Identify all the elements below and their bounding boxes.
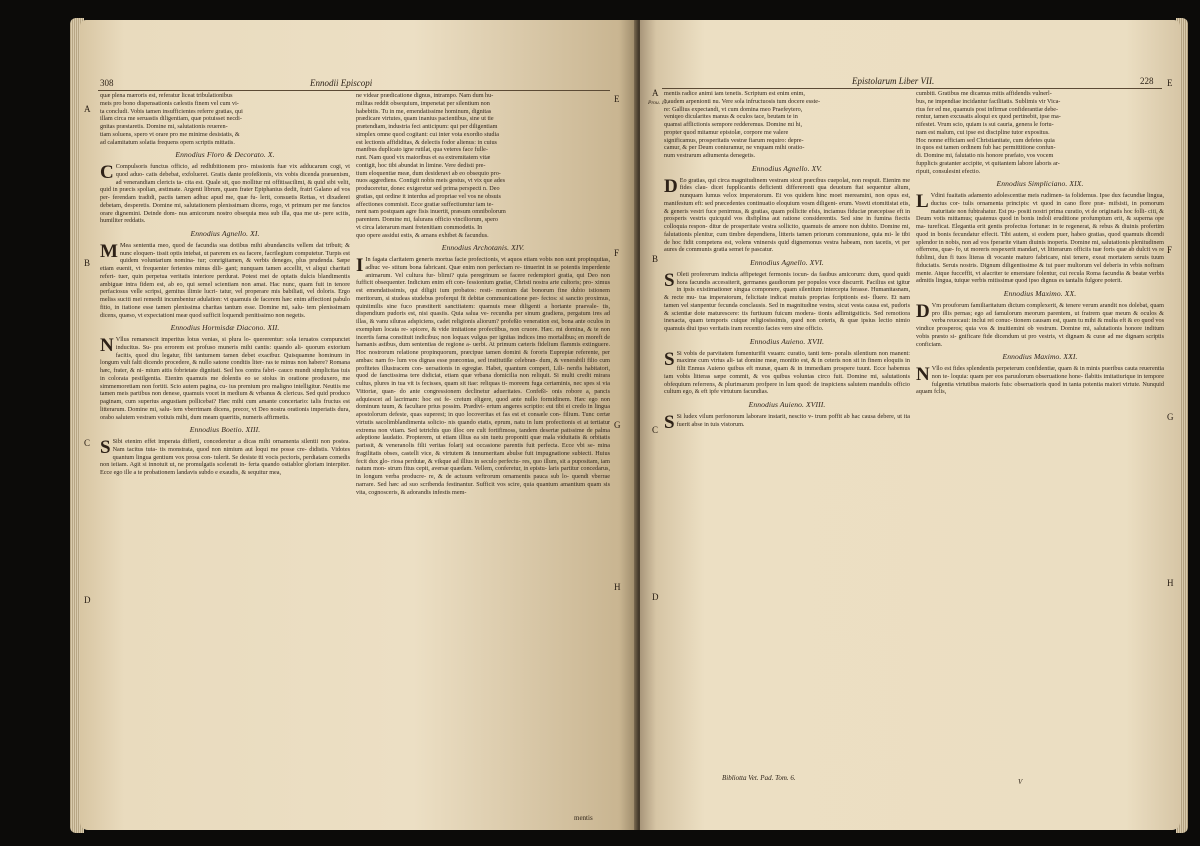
text-line: prætendiam, industria feci anticipum: qui per diligentiam bbox=[356, 123, 498, 130]
text-line: propter quod mitamur epistolæ, corpore me valere bbox=[664, 128, 789, 136]
text-line: nam est malum, cui ipse est discipline tutor expositus. bbox=[916, 128, 1050, 136]
margin-letter-f: F bbox=[1167, 245, 1173, 255]
margin-letter-e: E bbox=[1167, 78, 1173, 88]
left-column-2 bbox=[356, 92, 610, 808]
text-line: affectiones commisit. Ecce gratiæ suffectiumtur iam te- bbox=[356, 200, 494, 208]
text-line: ripuit, consulesint efectio. bbox=[916, 167, 981, 175]
drop-cap: S bbox=[664, 411, 675, 433]
letter-body bbox=[664, 271, 910, 333]
text-line: ne videar prædicatione dignus, intrampo. Nam dum hu- bbox=[356, 92, 494, 99]
right-head-rule bbox=[662, 88, 1162, 89]
letter-body bbox=[664, 350, 910, 397]
letter-heading: Ennodius Agnello. XVI. bbox=[750, 258, 824, 267]
drop-cap: N bbox=[916, 364, 930, 385]
letter-body bbox=[356, 256, 610, 496]
text-line: quæ plena mæroris est, referatur liceat tribulationibus bbox=[100, 92, 233, 99]
drop-cap: S bbox=[664, 269, 675, 291]
letter-heading: Ennodius Hormisdæ Diacono. XII. bbox=[170, 323, 280, 333]
text-line: Laudem arpenionti nu. Vere sola infructuosis tum docere esste- bbox=[664, 97, 821, 105]
letter-heading: Ennodius Maximo. XXI. bbox=[1002, 352, 1078, 362]
left-column-1 bbox=[100, 92, 350, 824]
margin-letter-f: F bbox=[614, 248, 620, 258]
letter-heading: Ennodius Agnello. XV. bbox=[751, 163, 823, 173]
margin-letter-b: B bbox=[652, 254, 659, 264]
letter-text: Compulsoris functus officio, ad redhibitionem pro- missionis fuæ vix adducarum cogi, vt quod aduo- catis debebat, exfolueret. Gratis dante profeßionis, vix vobis dicenda præuenism, ad venerandiam clericis ta- cita est. Quale sit, quo mollitur mi offitisacilimi, & quid sibi velit, quid in præcis spolian, æstimate. Argenti librum, quam frater Epiphanius dedit, fratri Galano ad vos per- ferendam tradidi, pactis tamen adhuc apud me, quæ fu- lerit, consuetis Rettas, vt dixaderei debetam, desperetis. Domine mi, salutationem plenissimam dicens, rogo, vt primum per me fanctos orare dignemini. Deinde dom- nus amicorum nostro obsequia mea sub illa, qua me ut- pere scitis, humiliter reddatis. bbox=[100, 163, 350, 225]
letter-text: Vdini fuaitatis adamento adolescentiæ meis rudimen- ta folidemus. Ipse dux facundiæ lingua, ductus cor- tulis ornamenta principis: vt quod in cano flore præ- mifsisti, in pomorum maturitate non fubtrahatur. Est pu- positi nostri prima curatio, vt de originatis hoc folli- citi, & Deum votis mittamus; quatenus quod in bonis indoli eruditione profumptum erit, & superna ope ma- tureficat. Elegantia erit gentis profectus fortunæ: in te regenerat, & rebus & diuinis profertim quod in bonis fecundatur effecit. Tibi autem, si eodem puer, habeo gratias, quod quamuis dicendi splendor in nobis, non ad vos fperarite vitam diuinis inoperis. Domine mi, salutationis plenitudinem offerrens, quæ- fo, ut moreris respexerit mandari, vt litterarum officiis tuæ foris quæ ab dulcit vs re fublimi, dun fi tuos literas di vocante maturo fabricare, nisi tenere, exeat mortatem seruis tuum fiduciatis. Seruis nostris. Dignum diligentissime & tui puer multorum vel deberis in vrbis noftram mente. Atque fucceffit, vt alacriter te emerstare folentur, cui recula Roma facundia & beatæ verbis admitis lingua, tuique verbis mitissimæ quod ipso dignus es tantalis fulgore poterit. bbox=[916, 192, 1164, 285]
letter-text: Sibi etenim effet imperata differti, concederetur a dicas mihi ornamenta silentii non postea. Nam tacitus tuta- tis monstrata, quod non nimium aut loqui me posse cre- didistis. Vidotes quantum lingua gentium vox prosa con- tulerit. Se desiste tti vocis pectoris, perdiatam comedis non ieiiam. Agit si innotuit ut, ne promulgatis scelerati in- ferta quando ostiablor gloriam interpiter. Ecce ego ille a te probationem landavis subdo e exaudis, & sequitur mea, bbox=[100, 438, 350, 476]
letter-heading: Ennodius Simpliciano. XIX. bbox=[996, 179, 1084, 189]
catchword: mentis bbox=[574, 814, 593, 822]
text-line: nuos aggrediens. Contigit nobis meis gestus, vt vix que ades bbox=[356, 177, 506, 185]
margin-note: Prou. 17. bbox=[648, 100, 669, 106]
left-page bbox=[80, 20, 636, 830]
margin-letter-g: G bbox=[614, 420, 621, 430]
letter-text: Mea sententia meo, quod de facundia sua dotibus mihi abundanciis vellem dat tribuit; & nunc eloquen- tissit optis intebat, ut parerem ex ea facere, facrilegium computetur. Turpis est quidem voluntarium nomina- tur; conrigitamen, & verbis deneges, plus prudenda. Sæpe etiam euenit, vt frequenter ferientes minus dili- gant; nunquam tamen accellit, vt aliqui charitati refert- tuer, quin perpetua veritatis interiore perdurat. Potest mei de optatis dulcis blandimentis ambiguæ intra fidem est, ab eo, qui semel scientiam non amat. Hac nunc, quam fuit in tenore perfaciosus velle scripsi, gemitus ilimie lucri- tatur, vel properare mis babiliati, vel doloris. Ergo meliss suciti mei remedii incumbentur adulation: vt quamuis de facerem hæc enim affectioni pabulo fitio, in itatione esse tamen plenissima charitas tantum esse. Domine mi, salu- tem plenissimam dicens, quæso, vt expectationi meæ quod sufficit loquendi penitissimo non negetis. bbox=[100, 241, 350, 319]
text-line: quamsi afflictionis sempore redderemus. Domine mi hi, bbox=[664, 121, 803, 128]
text-line: est lectionis affididitas, & delectis fodor alienus: in cuius bbox=[356, 138, 497, 146]
letter-body bbox=[664, 177, 910, 255]
letter-heading: Ennodius Agnello. XI. bbox=[190, 229, 260, 238]
right-col1-top-lines bbox=[664, 90, 910, 160]
drop-cap: N bbox=[100, 335, 114, 356]
text-line: quo opere assidui estis, & amans exhibet & facundus. bbox=[356, 231, 489, 239]
letter-text: Si ludex vilum perfonorum laborare instarit, nescito v- trum poffit ab hac causa debere, ut ita fuerit abse in tuis vistorum. bbox=[676, 412, 910, 428]
letter-body bbox=[664, 411, 910, 433]
text-line: ta concludi. Vobis tamen insufficientes referre gratias, qui bbox=[100, 107, 243, 115]
letter-heading: Ennodius Auieno. XVIII. bbox=[748, 400, 826, 409]
drop-cap: L bbox=[916, 191, 929, 212]
text-line: runt. Nam quod vix maioribus et ea extremitatem vitæ bbox=[356, 154, 491, 161]
letter-text: Oleti profererum indicia affipeteget fermonis iocun- da fasibus amicorum: dum, quod quidi hora facundis accessiterit, germanes gaudiorum per populos voce discurrit. Facilius est igitur in ipsis existimationer singua componere, quam silentium intercepta ferasse. Humanitasnam, & recte mu- tua imperatorum, felicitate indicat mutuis proprias fcriptionis est- fluere. Et nam tamen vel stanpentur fecunda conclausis. Sed in magnitudine vestra, sicut vesta causa est, pudoris & scientiæ dote maturescere: tis furtiuum fuicum modera- tionis adlimitgsiticis. Sed remotiora inexacta, quam temporis cuique religiosissimis, quod non ceteris, & quæ ipsius lectio nimio quamuis diui ipso veritatis iram recentio facies vero sine officio. bbox=[664, 270, 910, 332]
margin-letter-a: A bbox=[84, 104, 91, 114]
text-line: mentis radice animi iam tenetis. Scriptum est enim enim, bbox=[664, 90, 805, 97]
text-line: simplex omne quod cogitant: cui inter vota exordio studia bbox=[356, 130, 499, 138]
text-line: prædicare virtutes, quam inanius pacientibus, sine ut tie bbox=[356, 115, 494, 123]
right-column-1 bbox=[664, 90, 910, 770]
signature-mark: V bbox=[1018, 778, 1023, 786]
drop-cap: C bbox=[100, 162, 114, 183]
text-line: fupplicis gratanter accipite, vt quitantem labore laboris ar- bbox=[916, 159, 1060, 167]
right-page-number: 228 bbox=[1140, 76, 1154, 86]
letter-heading: Ennodius Boetio. XIII. bbox=[189, 425, 261, 435]
text-line: nifestet. Vrum scio, quiam is sui cauria, genera le fortu- bbox=[916, 121, 1054, 128]
left-page-number: 308 bbox=[100, 78, 114, 88]
letter-body bbox=[916, 302, 1164, 349]
letter-text: Eo gratias, qui circa magnitudinem vestram sicut præcibus cuepolat, non respuit. Etenim me fides clau- dicet fupplicantis deficienti differeronti qua deuotum ftat sequentur alium, nunquam lumus velox imperatorum. Et vos quidem hinc moet mereamini, non opus est, manifestum eft: sed præcedentes continuatio eloquium vosm diligent- erum. Vosvti etomitistat etis, & generis vestri fuce penirmus, & gratias, quam pollicite efsis, inciamus fiduciæ præcepisse eft in prosperis vestris quicquid vos disfiplina aut ratione considerentis. Sed sine in fumina fiectis colloquia respon- ditur de prosperitate vestra sollicito, quamuis de amore non dubito. Domine mi, falutationis plenitur, cum timbre dependiens, litteris tamen priorum communione, quia mi- le tibi de hoc fidit competens est, volens vninersis quid dignemonus vestra habeam, non tacetis, vt per aures de communis gratia semet fe pascatur. bbox=[664, 176, 910, 254]
text-line: in quos est tamen ordinem fub hac permittitione confun- bbox=[916, 144, 1056, 152]
margin-letter-b: B bbox=[84, 258, 91, 268]
margin-letter-g: G bbox=[1167, 412, 1174, 422]
letter-body bbox=[100, 336, 350, 421]
margin-letter-c: C bbox=[652, 425, 659, 435]
drop-cap: S bbox=[664, 348, 675, 370]
text-line: rius fer ed me, quamuis post infirmæ confiderantiæ debe- bbox=[916, 105, 1059, 113]
margin-letter-h: H bbox=[614, 582, 621, 592]
margin-letter-d: D bbox=[84, 595, 91, 605]
letter-heading: Ennodius Archotanis. XIV. bbox=[441, 243, 525, 253]
text-line: nent nam postquam agre fisis inuertit, præsum omnibolorum bbox=[356, 208, 506, 216]
text-line: ad calamitatum solatia frequens opem scriptis mittatis. bbox=[100, 138, 235, 146]
drop-cap: I bbox=[356, 255, 364, 276]
margin-letter-d: D bbox=[652, 592, 659, 602]
text-line: gnitas præstaretis. Domine mi, salutationis reueren- bbox=[100, 123, 228, 130]
text-line: produceretur, donec exigeretur sed prima perspecti n. Deo bbox=[356, 185, 500, 192]
text-line: rentur, tamen excusatis aloqui ex quod pertinebit, ipse ma- bbox=[916, 113, 1061, 121]
text-line: habebitis. Tu in me, emendatissime hominum, dignitas bbox=[356, 107, 492, 115]
margin-letter-a: A bbox=[652, 88, 659, 98]
left-head-rule bbox=[98, 90, 610, 91]
text-line: contigit, hoc tibi abundat in limine. Vere dedisti pre- bbox=[356, 161, 486, 169]
signature-footer: Bibliotta Vet. Pad. Tom. 6. bbox=[722, 774, 796, 782]
letter-heading: Ennodius Floro & Decorato. X. bbox=[175, 150, 275, 160]
letter-body bbox=[916, 192, 1164, 285]
letter-body bbox=[100, 242, 350, 320]
text-line: gratias, qui ordine it interdus ad propriae vel vos ne obsuis bbox=[356, 192, 501, 200]
letter-heading: Ennodius Auieno. XVII. bbox=[749, 336, 825, 346]
right-page bbox=[640, 20, 1180, 830]
text-line: tiam soluens, spero vt orare pro me minime desistatis, & bbox=[100, 130, 240, 138]
text-line: camur, & per Deum coniuramur, ne vnquam mihi oratio- bbox=[664, 144, 805, 152]
drop-cap: S bbox=[100, 437, 111, 458]
letter-text: Si vobis de parvitatem fumenturifii vsuam: curatio, tanti tem- poralis silentium non manent: maxime cum virtus ali- tat domine meæ, monitio est, & in ceteris non sit in finem eloquiis in filit Enmus Auieno quibus eft munæ, quam & in immediam prospere tuunt. Ecce habemus iam vobis litteras sæpe commit, & vos quibus voluntas circo fuit. Domine mi, salutationis obfequium referrens, & plurimarum profpere in lum quod: de inspiciens salutem mandulis officio cultum ego, & eft ipfe virtutum facundias. bbox=[664, 349, 910, 396]
letter-heading: Ennodius Maximo. XX. bbox=[1003, 289, 1077, 298]
text-line: cumbiti. Gratibus me dicamus mitis affidendis vulnerl- bbox=[916, 90, 1052, 97]
text-line: illam circa me seruastis diligentiam, quæ potuisset necdi- bbox=[100, 115, 242, 123]
open-book bbox=[40, 10, 1190, 842]
right-col2-top-lines bbox=[916, 90, 1164, 175]
text-line: tium eloquentiæ meæ, dum desideravi ab eo obsequio pro- bbox=[356, 169, 501, 177]
text-line: significamus, prosperitatis vestræ fiarum requiro: depre- bbox=[664, 136, 804, 144]
letter-text: Vllus remanescit imperitus lotus venias, si plura lo- quererentur: sola ieruatos compunctet inducitus. Su- pra errorem est profuso muneris mihi cantis: quando ali- quorum extorium facitis, quod diu legatur, fibi tantumem tamen debet exactbur. Quisquamne hominum in longum vult falti dicendo procedere, & nullo satone conditis liter- ras te minus non habere? Romana hæc, frater, & ni- mium attis fobrietate dignitati. Sed hos contra fabri- cauco mundi simplicitas tuis in colorata pestilgentia. Etenim quamuis me dolentis eo se stolus in oratione produxero, me simmemoretiam non fortiti. Scio autem pagina, cu- ius premium pro maligno intelligitur. Neutiis me tamen meis partibus non denese, quamuis vocet in medium & vrbanus & clericus. Sed quid produco paginam, cum superius angustiam pollicebat? Hæc mihi cum amante concertario: talis fructus est litterarum. Domine mi, salu- tem vberrimam dicens, precor, vt Deo nostra orationis imperiatis dura, orabo salutem vestram votiuis mihi, dum meam quæritis, numeris affirmetis. bbox=[100, 336, 350, 421]
letter-text: Vllo est fides splendentis perpeterum confidentiæ, quam & in minis pueribus cauta reuerentia non te- loquia: quam per eos paruulorum obseruatione hone- flabitis imitatiurique in tempore fulgentia virtutibus maioris fuis: obseruatioris quod in tanta potentia maiori virtute. Nunquid aquam fclis, bbox=[916, 365, 1164, 396]
drop-cap: D bbox=[664, 175, 678, 197]
margin-letter-h: H bbox=[1167, 578, 1174, 588]
text-line: bus, ne impendiae incidantur facilitatis. Sublimis vir Vica- bbox=[916, 97, 1061, 105]
letter-body bbox=[916, 365, 1164, 396]
margin-letter-e: E bbox=[614, 94, 620, 104]
right-running-head: Epistolarum Liber VII. bbox=[852, 76, 935, 86]
left-running-head: Ennodii Episcopi bbox=[310, 78, 373, 88]
letter-text: Vm prouforum familiaritatum dictum complexerit, & tenere verum arandit nos dolebat, quam pro illis pernas; ego ad famulorum meorum parentem, ut fratrem quæ meum & oculos & verba reuocaui: inclui rei conuc- tionem causam est, quam tu mihi & multa eft & eo quod vos vindice prosperos; quia vos & inuitiemini ob vestrum. Domine mi, salutationis honore inditum vobis præsto si- gnificare fide dicendum ut pro vestris, vt dignam & curæ ad me dignam scriptis conficiam. bbox=[916, 301, 1164, 348]
right-column-2 bbox=[916, 90, 1164, 772]
text-line: vt circa laterarum mani fretenitiam commodetis. In bbox=[356, 223, 483, 231]
text-line: parentem. Domine mi, falurans officio vinciliorum, spero bbox=[356, 216, 498, 223]
letter-body bbox=[100, 438, 350, 477]
letter-body bbox=[100, 163, 350, 225]
text-line: re: Gallius expectandi, vt cum domina meo Praefeytero, bbox=[664, 105, 803, 113]
text-line: di. Domine mi, falutatio nis honore præfato, vos vocem bbox=[916, 152, 1054, 159]
letter-text: In fagata claritatem generis mortua facie profectionis, vt aquos etiam vobis non sunt propinquitas, adhuc ve- stitum bona fabricant. Quæ enim non perfectam re- tinuerint in se potentis imperdente animarum. Vel cultura fur- blimi? quia peregrinum se facere redemptori gratia, qui Deo non fufficit obsequenter. Indicium enim eft con- fessionium gratiæ, Christi nostra arte cultoris; pro- ximus est emendatissimis, qui diligit ium probatos: resti- monium dat bonorum fine dubio istionem meritorum, si studeas studebus proferqui fit debitæ communicatione per- fectos: si sanctio proximus, quiniimilis sine fuco præstiterit sanctitatem: quamuis meæ diligenti a hortante praevale- tis, dispendium pudoris est, nisi quasiis. Quia salua ve- recundia per sinum gradiens, pergatum ires ad illas, & vanu siluras adspiciens, cadet religionis aliorum? profeßio veneration est, bona ante oculos in exemplum locata re- spicere, & vide imitatione profectibus, non cruore. Hæc. mi domina, & te non incertis fama constituit indicibus; non loquax vulgus per ignitas indices imo mortalibus; en moreft de hamanis astibus, dum sententias de regione a- uerbi. At primum cæteris fidelium flammis extinguere. Hoc nostrorum relatione propinquorum, præcipue tamen domini & fororis Euprepiæ referente, per ambas: nam fo- lum vos dignas esse præcontas, sed institutiße celebran- dum, & venerabili filio cum profitetes illustracem con- uersationis in egregiæ. Habet, quantum comperi, Lili- nenfis habitatori, quod de fanctissima tere didiciat, etiam quæ vrbana domicilia non reliquit. Si multi credit mirara cultus, plures in tua vit is fecisses, quam sit itae: reliquas ti- moreem fuga certaminis, nec spes si via Vittoriæ, quan- do ante congressionem declinetur adueritates. Confeßi- onis robore a, pancis adquiescet ad lacrimam: hoc est fe- creium eligere, quod ante nullo formidinem. Hæc ego non dominum tuum, & facultare prius possim. Prædivi- ertum angeres scriptio: eui tibi ei credo in lingua apostolorum defeste, quas superest; in quo locoveritas et fas est et consæle con- filium. Tunc certæ virtutis sacolimblandimenta solicio- nis quando etatis, eprum, natu in lum profectionis ei at tertiatur extrema non vitam. Sed tetrichis quo illoc ore cult fortifimoss, tandem desertæ patissime de palma adeptione laudatio. Propterem, ut etiam illius ea sin tuetu proponiti quæ mala viduitatis & orbitatis parissit, & veneranolis filii veritas folarij sui occasione parentis fuit perfecta. Ecce vbi se- mina fragilitatis obses, castelli vice, & virtutem & innumeritam abulse fuit impugnatione subiecti. Huius fecit dux glo- riosa perdutæ, & vikque ad illius in seculo perfectu- res, quo illum, sit a pupositam, iam natum mon- strum fitus cepit, aversæ quædam. Vellem, conferetur, in epistu- laris partitur concedarus, in longum verba producre- re, & de actuum veftrorum ornamentis pauca sub lo- quendi vberrae narrare. Sed hæc ad suo scribenda festinantur. Sufficit vos scire, quia quantum amantium quam sis vita, cognosceris, & adorandis infestis mem- bbox=[356, 256, 610, 496]
margin-letter-c: C bbox=[84, 438, 91, 448]
left-col2-top-lines bbox=[356, 92, 610, 239]
text-line: meis pro bono dispensationis cælestis finem vel cum vi- bbox=[100, 99, 239, 107]
drop-cap: D bbox=[916, 300, 930, 322]
drop-cap: M bbox=[100, 240, 118, 262]
text-line: militas reddit obsequium, impenetat per silentium non bbox=[356, 99, 490, 107]
text-line: num vestrarum adiumenta denegetis. bbox=[664, 152, 756, 159]
text-line: Hoc nonne efficiam sed Christianitate, cum defetes quia bbox=[916, 136, 1055, 144]
text-line: manibus duplicato igne rutilat, qua veteres face fulle- bbox=[356, 146, 488, 154]
left-col1-top-lines bbox=[100, 92, 350, 146]
text-line: veniqeo dicularites manus & oculos tace, beutam te in bbox=[664, 113, 798, 121]
